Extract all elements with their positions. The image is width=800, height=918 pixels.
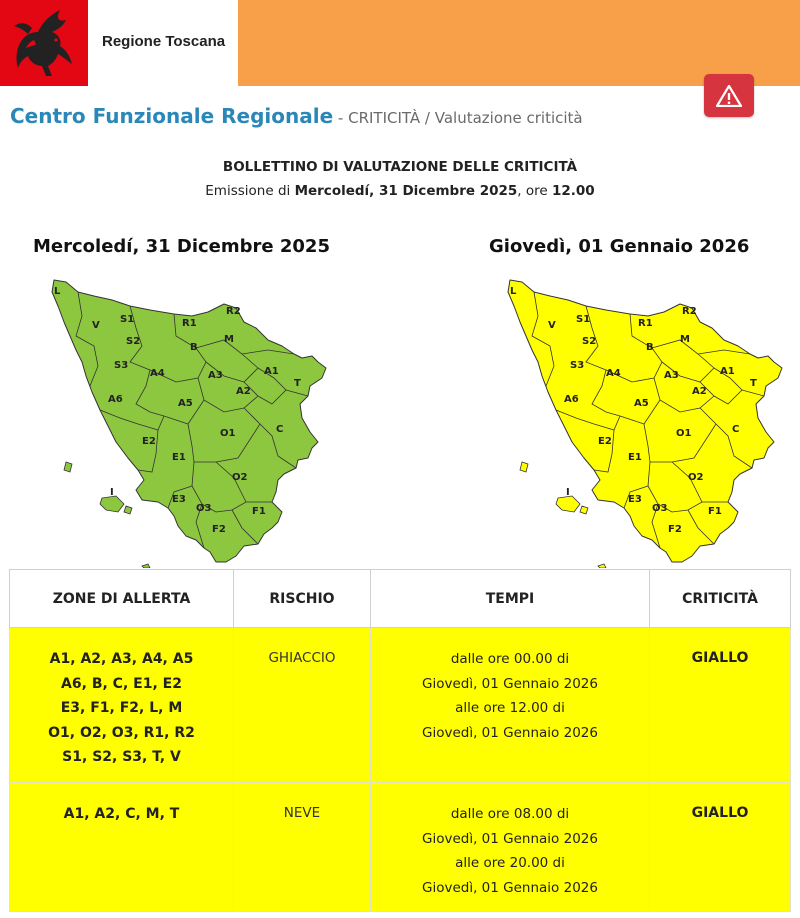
criticality-cell: GIALLO [650,628,791,783]
header-zones: ZONE DI ALLERTA [10,570,234,628]
zone-label-v[interactable]: V [92,320,100,331]
zone-label-e2[interactable]: E2 [598,436,612,447]
zones-line: A6, B, C, E1, E2 [61,675,182,692]
zones-line: A1, A2, A3, A4, A5 [49,651,194,667]
times-line: Giovedì, 01 Gennaio 2026 [422,724,598,741]
island [520,462,528,472]
times-line: alle ore 20.00 di [455,855,565,871]
emission-prefix: Emissione di [205,183,295,199]
zone-label-o2[interactable]: O2 [688,472,704,483]
zone-label-o2[interactable]: O2 [232,472,248,483]
pegasus-icon [8,6,80,80]
island [124,506,132,514]
zone-label-a5[interactable]: A5 [178,398,193,409]
zone-label-e3[interactable]: E3 [628,494,642,505]
warning-button[interactable] [704,74,754,117]
zone-label-a4[interactable]: A4 [606,368,621,379]
zone-label-e1[interactable]: E1 [628,452,642,463]
page-heading [10,104,583,128]
criticality-cell: GIALLO [650,783,791,912]
zones-line: O1, O2, O3, R1, R2 [48,724,195,741]
zone-label-a4[interactable]: A4 [150,368,165,379]
top-banner [0,0,800,86]
brand-block[interactable] [0,0,238,86]
island [556,496,580,512]
zone-label-f2[interactable]: F2 [212,524,226,535]
times-line: dalle ore 08.00 di [450,806,570,822]
zone-label-s1[interactable]: S1 [576,314,591,325]
logo [0,0,88,86]
zone-label-f2[interactable]: F2 [668,524,682,535]
zone-label-l[interactable]: L [54,286,61,297]
zone-label-a1[interactable]: A1 [264,366,279,377]
header-risk: RISCHIO [234,570,371,628]
zone-label-s3[interactable]: S3 [114,360,129,371]
map-date-tomorrow: Giovedì, 01 Gennaio 2026 [489,236,750,257]
emission-time: 12.00 [552,183,595,199]
risk-cell: NEVE [234,783,371,912]
island [598,564,606,568]
zone-label-m[interactable]: M [680,334,690,345]
page-title[interactable]: Centro Funzionale Regionale [10,104,334,128]
island [64,462,72,472]
zone-label-e3[interactable]: E3 [172,494,186,505]
zone-label-o3[interactable]: O3 [652,503,668,514]
zone-label-a5[interactable]: A5 [634,398,649,409]
zone-label-r2[interactable]: R2 [682,306,697,317]
times-cell [371,783,650,912]
times-line: Giovedì, 01 Gennaio 2026 [422,675,598,692]
zone-label-e2[interactable]: E2 [142,436,156,447]
table-row [10,783,791,912]
times-line: alle ore 12.00 di [455,700,565,716]
risk-cell: GHIACCIO [234,628,371,783]
zone-label-f1[interactable]: F1 [708,506,722,517]
header-criticality: CRITICITÀ [650,570,791,628]
zone-label-a1[interactable]: A1 [720,366,735,377]
breadcrumb-separator: - [333,109,349,127]
zone-label-i[interactable]: I [110,487,114,498]
island [580,506,588,514]
zone-label-b[interactable]: B [190,342,198,353]
zone-label-s2[interactable]: S2 [582,336,597,347]
zone-label-r1[interactable]: R1 [182,318,197,329]
zone-label-s3[interactable]: S3 [570,360,585,371]
zone-label-t[interactable]: T [294,378,301,389]
breadcrumb[interactable]: CRITICITÀ / Valutazione criticità [348,109,583,127]
header-times: TEMPI [371,570,650,628]
emission-mid: , ore [517,183,552,199]
zone-label-o1[interactable]: O1 [676,428,692,439]
zone-label-s2[interactable]: S2 [126,336,141,347]
zones-cell [10,628,234,783]
zone-label-o3[interactable]: O3 [196,503,212,514]
island [100,496,124,512]
zone-label-m[interactable]: M [224,334,234,345]
times-line: Giovedì, 01 Gennaio 2026 [422,830,598,847]
zone-label-e1[interactable]: E1 [172,452,186,463]
zone-label-t[interactable]: T [750,378,757,389]
zone-label-o1[interactable]: O1 [220,428,236,439]
times-cell [371,628,650,783]
zones-line: E3, F1, F2, L, M [60,700,183,716]
zone-label-f1[interactable]: F1 [252,506,266,517]
zones-line: S1, S2, S3, T, V [62,749,181,765]
zones-line: A1, A2, C, M, T [63,806,180,822]
zone-label-c[interactable]: C [732,424,740,435]
table-header-row [10,570,791,628]
zone-label-a2[interactable]: A2 [236,386,251,397]
zone-label-s1[interactable]: S1 [120,314,135,325]
zone-label-r2[interactable]: R2 [226,306,241,317]
zone-label-i[interactable]: I [566,487,570,498]
zone-label-a6[interactable]: A6 [108,394,123,405]
times-line: Giovedì, 01 Gennaio 2026 [422,879,598,896]
zone-label-c[interactable]: C [276,424,284,435]
brand-name: Regione Toscana [102,33,226,50]
zone-label-a6[interactable]: A6 [564,394,579,405]
island [142,564,150,568]
zone-label-a2[interactable]: A2 [692,386,707,397]
alert-map-today[interactable] [46,266,346,568]
map-date-today: Mercoledí, 31 Dicembre 2025 [33,236,330,257]
criticality-table [9,569,791,912]
zone-label-b[interactable]: B [646,342,654,353]
zones-cell [10,783,234,912]
zone-label-r1[interactable]: R1 [638,318,653,329]
alert-map-tomorrow[interactable] [502,266,800,568]
emission-date: Mercoledí, 31 Dicembre 2025 [294,183,518,199]
bulletin-emission [0,183,800,199]
bulletin-title: BOLLETTINO DI VALUTAZIONE DELLE CRITICITÀ [222,159,578,175]
zone-label-a3[interactable]: A3 [208,370,223,381]
table-row [10,628,791,783]
times-line: dalle ore 00.00 di [450,651,570,667]
zone-label-l[interactable]: L [510,286,517,297]
warning-triangle-icon [716,85,742,107]
zone-label-a3[interactable]: A3 [664,370,679,381]
zone-label-v[interactable]: V [548,320,556,331]
